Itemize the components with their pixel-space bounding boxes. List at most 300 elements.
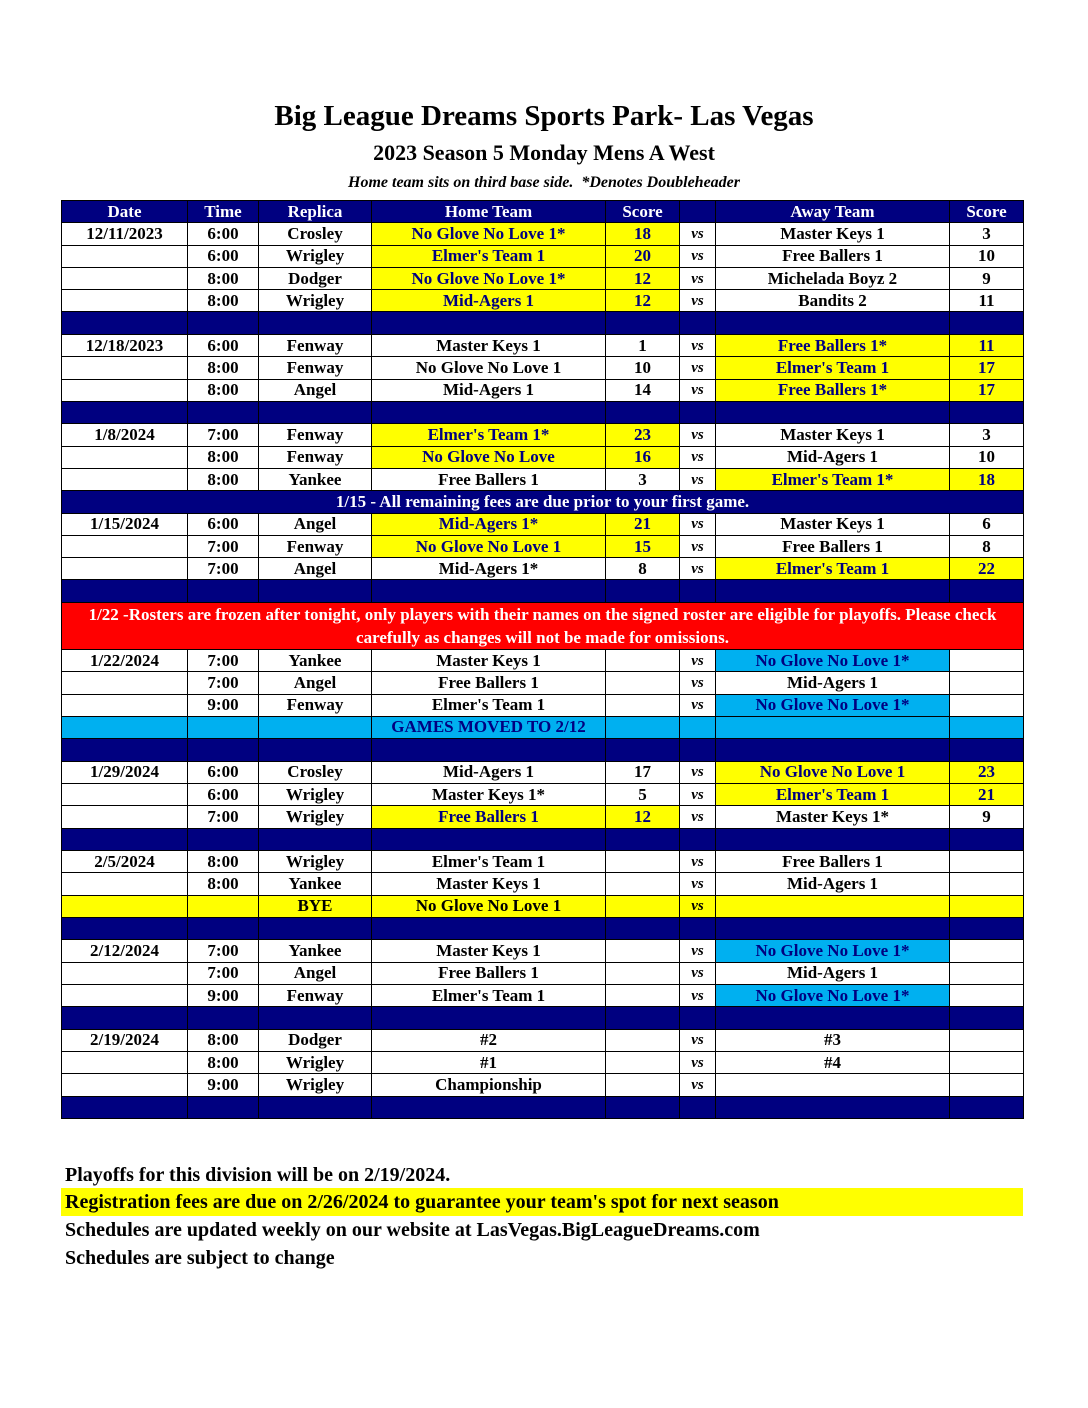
schedule-table — [61, 200, 1024, 1119]
separator-cell — [259, 1096, 372, 1119]
vs-cell: vs — [680, 267, 716, 289]
separator-cell — [716, 739, 950, 762]
vs-cell: vs — [680, 962, 716, 984]
time-cell: 7:00 — [188, 424, 259, 446]
separator-cell — [950, 917, 1024, 940]
away-team-cell: No Glove No Love 1* — [716, 649, 950, 671]
time-cell: 7:00 — [188, 962, 259, 984]
replica-cell: Wrigley — [259, 851, 372, 873]
date-cell: 1/22/2024 — [62, 649, 188, 671]
home-score-cell — [606, 694, 680, 716]
away-score-cell — [950, 1074, 1024, 1096]
home-team-cell: Master Keys 1 — [372, 940, 606, 962]
away-score-cell: 17 — [950, 357, 1024, 379]
home-team-cell: Mid-Agers 1 — [372, 379, 606, 401]
game-row — [62, 223, 1024, 245]
separator-cell — [716, 1096, 950, 1119]
header-away-team: Away Team — [716, 201, 950, 223]
time-cell: 8:00 — [188, 357, 259, 379]
separator-cell — [62, 580, 188, 603]
away-score-cell: 17 — [950, 379, 1024, 401]
vs-cell: vs — [680, 761, 716, 783]
replica-cell: Fenway — [259, 446, 372, 468]
home-team-cell: Master Keys 1 — [372, 873, 606, 895]
separator-cell — [680, 312, 716, 335]
replica-cell: Fenway — [259, 985, 372, 1007]
away-score-cell: 21 — [950, 783, 1024, 805]
date-cell — [62, 357, 188, 379]
away-team-cell — [716, 895, 950, 917]
vs-cell: vs — [680, 649, 716, 671]
home-team-cell: No Glove No Love 1* — [372, 223, 606, 245]
date-cell — [62, 1074, 188, 1096]
home-score-cell: 23 — [606, 424, 680, 446]
separator-cell — [259, 917, 372, 940]
separator-cell — [372, 828, 606, 851]
replica-cell: Angel — [259, 962, 372, 984]
away-score-cell — [950, 1029, 1024, 1051]
home-team-cell: No Glove No Love 1 — [372, 357, 606, 379]
game-row — [62, 985, 1024, 1007]
away-score-cell: 11 — [950, 290, 1024, 312]
replica-cell: Wrigley — [259, 806, 372, 828]
footer-registration: Registration fees are due on 2/26/2024 to guarantee your team's spot for next season — [61, 1188, 1023, 1216]
time-cell: 8:00 — [188, 446, 259, 468]
home-team-cell: No Glove No Love 1 — [372, 895, 606, 917]
away-team-cell: Free Ballers 1* — [716, 334, 950, 356]
separator-cell — [188, 1007, 259, 1030]
notice-text: 1/22 -Rosters are frozen after tonight, only players with their names on the signed roster are eligible for playoffs. Please check carefully as changes will not be made for omissions. — [62, 602, 1024, 649]
time-cell: 6:00 — [188, 245, 259, 267]
game-row — [62, 806, 1024, 828]
time-cell: 8:00 — [188, 267, 259, 289]
separator-row — [62, 739, 1024, 762]
game-row — [62, 535, 1024, 557]
game-row — [62, 357, 1024, 379]
separator-cell — [259, 1007, 372, 1030]
separator-cell — [188, 401, 259, 424]
date-cell: 1/15/2024 — [62, 513, 188, 535]
empty-cell — [259, 716, 372, 738]
replica-cell: BYE — [259, 895, 372, 917]
separator-cell — [716, 312, 950, 335]
away-score-cell: 3 — [950, 424, 1024, 446]
date-cell — [62, 672, 188, 694]
vs-cell: vs — [680, 535, 716, 557]
away-team-cell: No Glove No Love 1* — [716, 694, 950, 716]
vs-cell: vs — [680, 334, 716, 356]
replica-cell: Crosley — [259, 761, 372, 783]
replica-cell: Fenway — [259, 535, 372, 557]
vs-cell: vs — [680, 940, 716, 962]
time-cell: 7:00 — [188, 649, 259, 671]
away-team-cell: No Glove No Love 1* — [716, 940, 950, 962]
separator-cell — [680, 1096, 716, 1119]
vs-cell: vs — [680, 558, 716, 580]
separator-cell — [680, 401, 716, 424]
away-score-cell: 3 — [950, 223, 1024, 245]
separator-cell — [372, 1096, 606, 1119]
separator-cell — [62, 917, 188, 940]
vs-cell: vs — [680, 468, 716, 490]
away-score-cell: 18 — [950, 468, 1024, 490]
away-team-cell: Elmer's Team 1 — [716, 558, 950, 580]
time-cell: 8:00 — [188, 1052, 259, 1074]
separator-cell — [62, 312, 188, 335]
game-row — [62, 424, 1024, 446]
away-score-cell — [950, 1052, 1024, 1074]
header-replica: Replica — [259, 201, 372, 223]
fees-notice — [62, 491, 1024, 513]
separator-cell — [259, 580, 372, 603]
header-date: Date — [62, 201, 188, 223]
away-score-cell: 11 — [950, 334, 1024, 356]
time-cell: 6:00 — [188, 223, 259, 245]
date-cell: 12/18/2023 — [62, 334, 188, 356]
home-team-cell: Free Ballers 1 — [372, 468, 606, 490]
away-score-cell — [950, 962, 1024, 984]
away-score-cell — [950, 895, 1024, 917]
vs-cell: vs — [680, 873, 716, 895]
home-team-cell: Free Ballers 1 — [372, 672, 606, 694]
away-team-cell: Michelada Boyz 2 — [716, 267, 950, 289]
header-home-score: Score — [606, 201, 680, 223]
home-team-cell: Elmer's Team 1 — [372, 985, 606, 1007]
footer-website: Schedules are updated weekly on our website at LasVegas.BigLeagueDreams.com — [65, 1219, 760, 1241]
empty-cell — [716, 716, 950, 738]
replica-cell: Fenway — [259, 357, 372, 379]
time-cell: 7:00 — [188, 672, 259, 694]
vs-cell: vs — [680, 513, 716, 535]
vs-cell: vs — [680, 1029, 716, 1051]
time-cell — [188, 895, 259, 917]
empty-cell — [188, 716, 259, 738]
away-score-cell: 23 — [950, 761, 1024, 783]
empty-cell — [606, 716, 680, 738]
header-vs — [680, 201, 716, 223]
home-score-cell: 12 — [606, 267, 680, 289]
away-score-cell — [950, 694, 1024, 716]
home-score-cell: 16 — [606, 446, 680, 468]
game-row — [62, 873, 1024, 895]
separator-cell — [680, 828, 716, 851]
games-moved-text: GAMES MOVED TO 2/12 — [372, 716, 606, 738]
vs-cell: vs — [680, 379, 716, 401]
home-score-cell: 8 — [606, 558, 680, 580]
away-team-cell: Free Ballers 1 — [716, 245, 950, 267]
time-cell: 9:00 — [188, 985, 259, 1007]
date-cell — [62, 783, 188, 805]
home-score-cell — [606, 940, 680, 962]
date-cell — [62, 468, 188, 490]
separator-cell — [950, 312, 1024, 335]
home-score-cell — [606, 649, 680, 671]
date-cell — [62, 962, 188, 984]
vs-cell: vs — [680, 424, 716, 446]
separator-cell — [716, 828, 950, 851]
away-team-cell: #3 — [716, 1029, 950, 1051]
vs-cell: vs — [680, 783, 716, 805]
replica-cell: Fenway — [259, 694, 372, 716]
game-row — [62, 962, 1024, 984]
away-team-cell: #4 — [716, 1052, 950, 1074]
separator-cell — [950, 828, 1024, 851]
separator-cell — [950, 580, 1024, 603]
separator-cell — [950, 401, 1024, 424]
home-team-cell: Mid-Agers 1* — [372, 558, 606, 580]
away-score-cell: 9 — [950, 806, 1024, 828]
home-team-cell: No Glove No Love 1 — [372, 535, 606, 557]
date-cell: 1/29/2024 — [62, 761, 188, 783]
away-team-cell: Mid-Agers 1 — [716, 962, 950, 984]
time-cell: 7:00 — [188, 535, 259, 557]
replica-cell: Wrigley — [259, 783, 372, 805]
game-row — [62, 446, 1024, 468]
date-cell: 2/5/2024 — [62, 851, 188, 873]
game-row — [62, 1052, 1024, 1074]
date-cell — [62, 558, 188, 580]
home-team-cell: Elmer's Team 1 — [372, 694, 606, 716]
time-cell: 6:00 — [188, 761, 259, 783]
replica-cell: Yankee — [259, 468, 372, 490]
separator-cell — [606, 828, 680, 851]
separator-cell — [950, 739, 1024, 762]
separator-cell — [372, 1007, 606, 1030]
home-score-cell — [606, 1074, 680, 1096]
header-row — [62, 201, 1024, 223]
home-score-cell — [606, 851, 680, 873]
separator-cell — [62, 1007, 188, 1030]
away-score-cell — [950, 672, 1024, 694]
header-away-score: Score — [950, 201, 1024, 223]
away-team-cell: Free Ballers 1* — [716, 379, 950, 401]
header-home-team: Home Team — [372, 201, 606, 223]
separator-cell — [680, 917, 716, 940]
replica-cell: Yankee — [259, 873, 372, 895]
away-team-cell: Elmer's Team 1 — [716, 783, 950, 805]
separator-cell — [259, 739, 372, 762]
home-team-cell: Mid-Agers 1 — [372, 761, 606, 783]
time-cell: 6:00 — [188, 334, 259, 356]
home-score-cell: 15 — [606, 535, 680, 557]
roster-freeze-notice — [62, 602, 1024, 649]
date-cell: 12/11/2023 — [62, 223, 188, 245]
away-score-cell — [950, 851, 1024, 873]
separator-cell — [716, 580, 950, 603]
separator-cell — [606, 1096, 680, 1119]
game-row — [62, 649, 1024, 671]
date-cell: 1/8/2024 — [62, 424, 188, 446]
separator-cell — [188, 1096, 259, 1119]
away-team-cell: Mid-Agers 1 — [716, 873, 950, 895]
separator-cell — [372, 580, 606, 603]
empty-cell — [950, 716, 1024, 738]
separator-row — [62, 312, 1024, 335]
separator-cell — [259, 312, 372, 335]
away-score-cell — [950, 649, 1024, 671]
separator-cell — [372, 739, 606, 762]
home-team-cell: Elmer's Team 1 — [372, 851, 606, 873]
away-team-cell: Mid-Agers 1 — [716, 446, 950, 468]
replica-cell: Wrigley — [259, 1052, 372, 1074]
game-row — [62, 267, 1024, 289]
schedule-note: Home team sits on third base side. *Denotes Doubleheader — [348, 174, 740, 191]
separator-cell — [606, 312, 680, 335]
separator-cell — [372, 401, 606, 424]
time-cell: 7:00 — [188, 558, 259, 580]
empty-cell — [62, 716, 188, 738]
home-team-cell: Master Keys 1 — [372, 649, 606, 671]
vs-cell: vs — [680, 672, 716, 694]
vs-cell: vs — [680, 1074, 716, 1096]
separator-cell — [188, 580, 259, 603]
separator-cell — [372, 312, 606, 335]
home-score-cell: 12 — [606, 290, 680, 312]
away-team-cell: Bandits 2 — [716, 290, 950, 312]
date-cell — [62, 535, 188, 557]
away-team-cell — [716, 1074, 950, 1096]
vs-cell: vs — [680, 694, 716, 716]
header-time: Time — [188, 201, 259, 223]
separator-cell — [950, 1096, 1024, 1119]
time-cell: 9:00 — [188, 694, 259, 716]
away-score-cell: 9 — [950, 267, 1024, 289]
home-score-cell: 17 — [606, 761, 680, 783]
date-cell — [62, 267, 188, 289]
vs-cell: vs — [680, 851, 716, 873]
date-cell — [62, 806, 188, 828]
date-cell — [62, 694, 188, 716]
game-row — [62, 513, 1024, 535]
game-row — [62, 672, 1024, 694]
away-score-cell — [950, 940, 1024, 962]
game-row — [62, 940, 1024, 962]
game-row — [62, 694, 1024, 716]
separator-cell — [259, 828, 372, 851]
time-cell: 8:00 — [188, 379, 259, 401]
separator-cell — [188, 739, 259, 762]
home-team-cell: Mid-Agers 1 — [372, 290, 606, 312]
separator-row — [62, 917, 1024, 940]
home-score-cell — [606, 672, 680, 694]
away-score-cell: 10 — [950, 245, 1024, 267]
away-team-cell: No Glove No Love 1 — [716, 761, 950, 783]
home-team-cell: No Glove No Love — [372, 446, 606, 468]
vs-cell: vs — [680, 357, 716, 379]
away-score-cell: 6 — [950, 513, 1024, 535]
separator-cell — [188, 828, 259, 851]
separator-cell — [680, 1007, 716, 1030]
time-cell: 9:00 — [188, 1074, 259, 1096]
bye-row — [62, 895, 1024, 917]
separator-row — [62, 828, 1024, 851]
home-score-cell: 12 — [606, 806, 680, 828]
time-cell: 8:00 — [188, 1029, 259, 1051]
game-row — [62, 851, 1024, 873]
date-cell: 2/19/2024 — [62, 1029, 188, 1051]
separator-cell — [62, 1096, 188, 1119]
footer-subject-to-change: Schedules are subject to change — [65, 1247, 335, 1269]
home-score-cell: 21 — [606, 513, 680, 535]
game-row — [62, 379, 1024, 401]
time-cell: 7:00 — [188, 940, 259, 962]
game-row — [62, 761, 1024, 783]
replica-cell: Fenway — [259, 424, 372, 446]
date-cell — [62, 1052, 188, 1074]
away-team-cell: Free Ballers 1 — [716, 535, 950, 557]
separator-cell — [188, 312, 259, 335]
vs-cell: vs — [680, 985, 716, 1007]
separator-cell — [188, 917, 259, 940]
away-score-cell: 10 — [950, 446, 1024, 468]
home-team-cell: Master Keys 1* — [372, 783, 606, 805]
home-score-cell — [606, 962, 680, 984]
vs-cell: vs — [680, 1052, 716, 1074]
date-cell — [62, 290, 188, 312]
separator-cell — [950, 1007, 1024, 1030]
home-team-cell: Elmer's Team 1 — [372, 245, 606, 267]
home-score-cell: 3 — [606, 468, 680, 490]
separator-cell — [716, 1007, 950, 1030]
time-cell: 8:00 — [188, 851, 259, 873]
home-score-cell: 5 — [606, 783, 680, 805]
time-cell: 6:00 — [188, 513, 259, 535]
home-score-cell — [606, 1052, 680, 1074]
vs-cell: vs — [680, 446, 716, 468]
footer-playoffs: Playoffs for this division will be on 2/19/2024. — [65, 1164, 451, 1186]
replica-cell: Wrigley — [259, 245, 372, 267]
separator-cell — [62, 828, 188, 851]
away-score-cell: 22 — [950, 558, 1024, 580]
game-row — [62, 783, 1024, 805]
replica-cell: Dodger — [259, 267, 372, 289]
home-score-cell — [606, 985, 680, 1007]
home-score-cell: 20 — [606, 245, 680, 267]
away-team-cell: Master Keys 1 — [716, 513, 950, 535]
separator-cell — [606, 739, 680, 762]
date-cell: 2/12/2024 — [62, 940, 188, 962]
home-score-cell — [606, 873, 680, 895]
games-moved-row — [62, 716, 1024, 738]
game-row — [62, 558, 1024, 580]
home-score-cell — [606, 1029, 680, 1051]
home-team-cell: No Glove No Love 1* — [372, 267, 606, 289]
date-cell — [62, 379, 188, 401]
away-team-cell: Master Keys 1 — [716, 223, 950, 245]
separator-cell — [680, 580, 716, 603]
home-team-cell: #1 — [372, 1052, 606, 1074]
away-team-cell: Free Ballers 1 — [716, 851, 950, 873]
replica-cell: Wrigley — [259, 290, 372, 312]
home-score-cell: 14 — [606, 379, 680, 401]
separator-cell — [259, 401, 372, 424]
time-cell: 8:00 — [188, 290, 259, 312]
time-cell: 7:00 — [188, 806, 259, 828]
notice-text: 1/15 - All remaining fees are due prior to your first game. — [62, 491, 1024, 513]
replica-cell: Yankee — [259, 940, 372, 962]
separator-cell — [716, 401, 950, 424]
empty-cell — [680, 716, 716, 738]
replica-cell: Crosley — [259, 223, 372, 245]
home-team-cell: Championship — [372, 1074, 606, 1096]
vs-cell: vs — [680, 806, 716, 828]
replica-cell: Wrigley — [259, 1074, 372, 1096]
time-cell: 8:00 — [188, 468, 259, 490]
game-row — [62, 290, 1024, 312]
date-cell — [62, 985, 188, 1007]
separator-row — [62, 580, 1024, 603]
separator-row — [62, 1007, 1024, 1030]
